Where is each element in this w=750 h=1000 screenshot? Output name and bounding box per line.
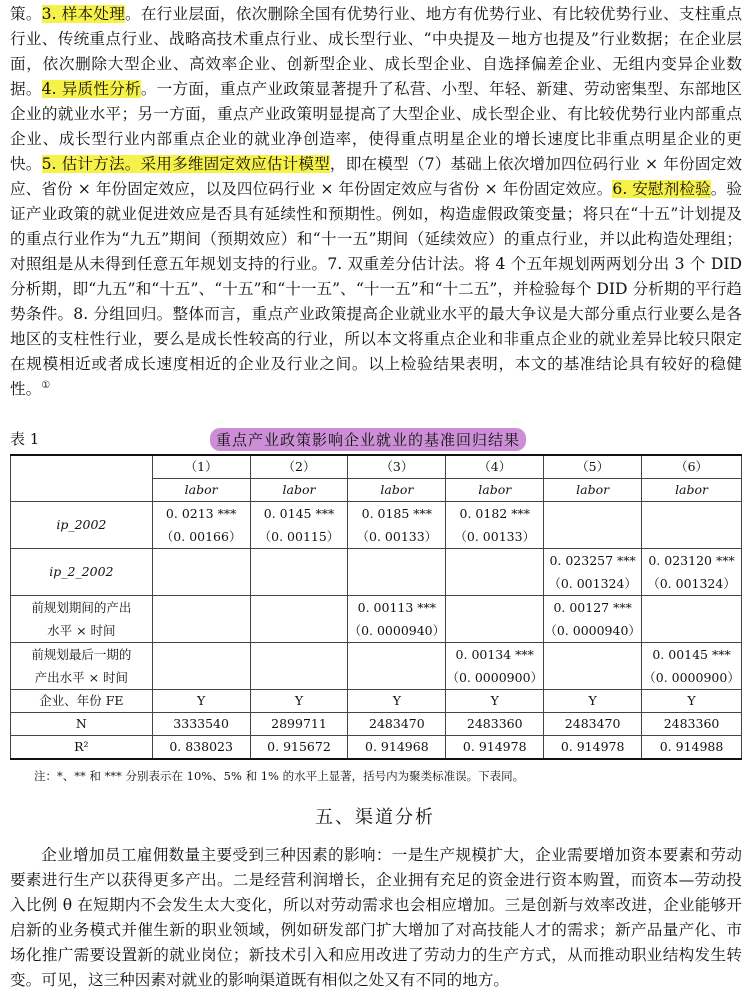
table-header-row [11, 455, 742, 479]
column-header: （4） [446, 455, 544, 479]
column-header: （2） [250, 455, 348, 479]
depvar-cell: labor [250, 479, 348, 502]
table-cell [544, 502, 642, 549]
body-paragraph-robustness: 策。3. 样本处理。在行业层面，依次删除全国有优势行业、地方有优势行业、有比较优势行业、支柱重点行业、传统重点行业、战略高技术重点行业、成长型行业、“中央提及－地方也提及”行业数据；在企业层面，依次删除大型企业、高效率企业、创新型企业、成长型企业、自选择偏差企业、无组内变异企业数据。4. 异质性分析。一方面，重点产业政策显著提升了私营、小型、年轻、新建、劳动密集型、东部地区企业的就业水平；另一方面，重点产业政策明显提高了大型企业、成长型企业、有比较优势行业内部重点企业、成长型行业内部重点企业的就业净创造率，使得重点明星企业的增长速度比非重点明星企业的更快。5. 估计方法。采用多维固定效应估计模型，即在模型（7）基础上依次增加四位码行业 × 年份固定效应、省份 × 年份固定效应，以及四位码行业 × 年份固定效应与省份 × 年份固定效应。6. 安慰剂检验。验证产业政策的就业促进效应是否具有延续性和预期性。例如，构造虚假政策变量；将只在“十五”计划提及的重点行业作为“九五”期间（预期效应）和“十一五”期间（延续效应）的重点行业，并以此构造处理组；对照组是从未得到任意五年规划支持的行业。7. 双重差分估计法。将 4 个五年规划两两划分出 3 个 DID 分析期，即“九五”和“十五”、“十五”和“十一五”、“十一五”和“十二五”，并检验每个 DID 分析期的平行趋势条件。8. 分组回归。整体而言，重点产业政策提高企业就业水平的最大争议是大部分重点行业要么是各地区的支柱性行业，要么是成长性较高的行业，所以本文将重点企业和非重点企业的就业差异比较只限定在规模相近或者成长速度相近的企业及行业之间。以上检验结果表明，本文的基准结论具有较好的稳健性。① [10, 5, 742, 398]
depvar-cell: labor [348, 479, 446, 502]
table-cell: 0. 023120 *** （0. 001324） [642, 549, 742, 596]
table-cell [348, 549, 446, 596]
column-header: （5） [544, 455, 642, 479]
section-heading: 五、渠道分析 [315, 807, 435, 828]
table-cell [446, 549, 544, 596]
table-row-ip22002 [11, 549, 742, 596]
table-cell [642, 596, 742, 643]
table-row-last-output [11, 643, 742, 690]
table-cell: 2483360 [446, 713, 544, 736]
table-row-n [11, 713, 742, 736]
table-cell: 0. 838023 [152, 736, 250, 760]
regression-table [10, 454, 742, 760]
table-cell [348, 643, 446, 690]
column-header: （1） [152, 455, 250, 479]
table-cell: Y [642, 690, 742, 713]
table-cell: 2483470 [544, 713, 642, 736]
table-cell [152, 596, 250, 643]
table-row-r2 [11, 736, 742, 760]
row-label: ip_2002 [11, 502, 153, 549]
table-cell [152, 643, 250, 690]
highlight-multi-fe-model: 。采用多维固定效应估计模型 [124, 155, 330, 173]
table-row-prev-output [11, 596, 742, 643]
table-cell: 0. 0182 *** （0. 00133） [446, 502, 544, 549]
table-cell: 0. 00127 *** （0. 0000940） [544, 596, 642, 643]
table-cell [544, 643, 642, 690]
table-cell: Y [152, 690, 250, 713]
highlight-heterogeneity: 4. 异质性分析 [41, 80, 141, 98]
table-cell: 0. 914988 [642, 736, 742, 760]
row-label: N [11, 713, 153, 736]
table-cell [250, 596, 348, 643]
table-cell: 0. 915672 [250, 736, 348, 760]
table-cell: 0. 00113 *** （0. 0000940） [348, 596, 446, 643]
column-header: （3） [348, 455, 446, 479]
row-label: ip_2_2002 [11, 549, 153, 596]
table-row-ip2002 [11, 502, 742, 549]
table-cell: Y [446, 690, 544, 713]
column-header: （6） [642, 455, 742, 479]
table-cell: 0. 0145 *** （0. 00115） [250, 502, 348, 549]
body-paragraph-channels: 企业增加员工雇佣数量主要受到三种因素的影响：一是生产规模扩大，企业需要增加资本要素和劳动要素进行生产以获得更多产出。二是经营利润增长，企业拥有充足的资金进行资本购置，而资本—劳动投入比例 θ 在短期内不会发生太大变化，所以对劳动需求也会相应增加。三是创新与效率改进，企业能够开启新的业务模式并催生新的职业领域，例如研发部门扩大增加了对高技能人才的需求；新产品量产化、市场化推广需要设置新的就业岗位；新技术引入和应用改进了劳动力的生产方式，从而推动职业结构发生转变。可见，这三种因素对就业的影响渠道既有相似之处又有不同的地方。 [10, 846, 742, 989]
row-label: 前规划期间的产出 水平 × 时间 [11, 596, 153, 643]
table-cell: 3333540 [152, 713, 250, 736]
highlight-sample-processing: 3. 样本处理 [41, 5, 126, 23]
table-title: 重点产业政策影响企业就业的基准回归结果 [210, 428, 526, 451]
depvar-cell: labor [544, 479, 642, 502]
table-cell: 0. 914978 [544, 736, 642, 760]
depvar-cell: labor [642, 479, 742, 502]
table-note: 注：*、** 和 *** 分别表示在 10%、5% 和 1% 的水平上显著，括号内为聚类标准误。下表同。 [34, 769, 525, 783]
table-label: 表 1 [10, 430, 40, 448]
row-label: R² [11, 736, 153, 760]
table-cell: Y [544, 690, 642, 713]
row-label: 企业、年份 FE [11, 690, 153, 713]
table-cell: 0. 0185 *** （0. 00133） [348, 502, 446, 549]
table-cell [642, 502, 742, 549]
highlight-estimation-method: 5. 估计方法 [41, 155, 125, 173]
table-cell: 2483470 [348, 713, 446, 736]
footnote-marker[interactable]: ① [41, 379, 51, 391]
table-cell: 0. 00134 *** （0. 0000900） [446, 643, 544, 690]
table-cell: 2483360 [642, 713, 742, 736]
table-row-fe [11, 690, 742, 713]
table-cell: 2899711 [250, 713, 348, 736]
table-cell: 0. 914978 [446, 736, 544, 760]
table-cell: 0. 023257 *** （0. 001324） [544, 549, 642, 596]
row-label: 前规划最后一期的 产出水平 × 时间 [11, 643, 153, 690]
depvar-cell: labor [152, 479, 250, 502]
table-cell [250, 643, 348, 690]
header-blank [11, 455, 153, 502]
table-cell: 0. 0213 *** （0. 00166） [152, 502, 250, 549]
table-cell: Y [250, 690, 348, 713]
table-cell [250, 549, 348, 596]
table-cell: 0. 00145 *** （0. 0000900） [642, 643, 742, 690]
depvar-cell: labor [446, 479, 544, 502]
table-cell: Y [348, 690, 446, 713]
table-cell: 0. 914968 [348, 736, 446, 760]
table-cell [152, 549, 250, 596]
highlight-placebo-test: 6. 安慰剂检验 [612, 180, 711, 198]
table-cell [446, 596, 544, 643]
